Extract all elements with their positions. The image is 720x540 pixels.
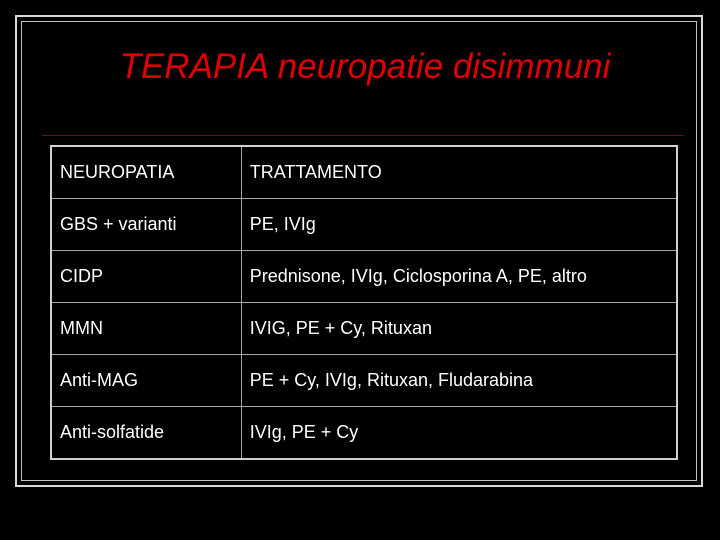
table-row [51, 251, 677, 303]
header-trattamento: TRATTAMENTO [241, 146, 677, 199]
treatment-cell: PE + Cy, IVIg, Rituxan, Fludarabina [241, 355, 677, 407]
table-row [51, 355, 677, 407]
table-row [51, 407, 677, 460]
table-row [51, 303, 677, 355]
header-neuropatia: NEUROPATIA [51, 146, 241, 199]
neuropathy-cell: Anti-MAG [51, 355, 241, 407]
table-header-row [51, 146, 677, 199]
treatment-cell: IVIg, PE + Cy [241, 407, 677, 460]
therapy-table [50, 145, 678, 460]
slide-title: TERAPIA neuropatie disimmuni [119, 47, 611, 86]
title-divider [42, 135, 684, 136]
neuropathy-cell: MMN [51, 303, 241, 355]
treatment-cell: IVIG, PE + Cy, Rituxan [241, 303, 677, 355]
neuropathy-cell: GBS + varianti [51, 199, 241, 251]
neuropathy-cell: Anti-solfatide [51, 407, 241, 460]
treatment-cell: Prednisone, IVIg, Ciclosporina A, PE, altro [241, 251, 677, 303]
table-row [51, 199, 677, 251]
neuropathy-cell: CIDP [51, 251, 241, 303]
treatment-cell: PE, IVIg [241, 199, 677, 251]
